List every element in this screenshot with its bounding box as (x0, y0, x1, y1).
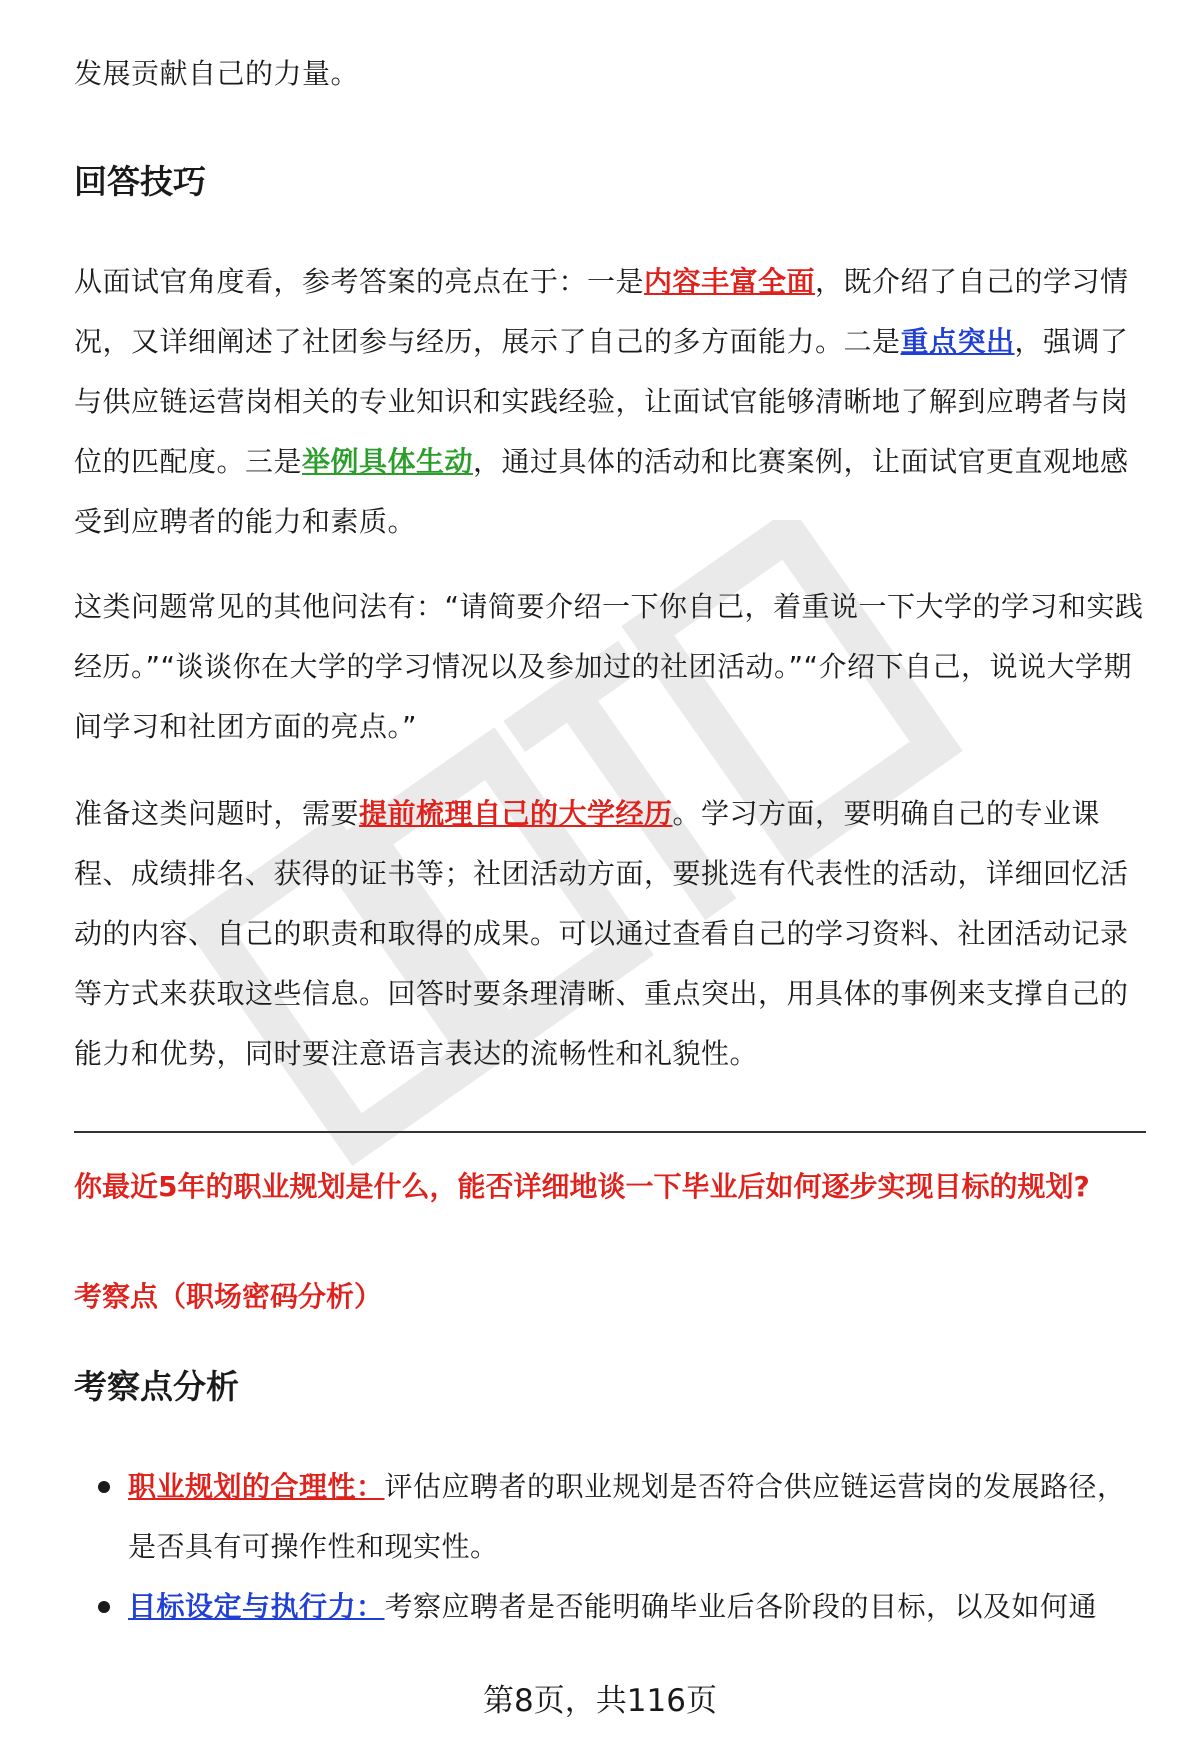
page-number: 第8页，共116页 (483, 1683, 717, 1719)
assessment-subheading: 考察点（职场密码分析） (74, 1280, 383, 1313)
para1-text-a: 从面试官角度看，参考答案的亮点在于：一是 (74, 265, 645, 298)
bullet-label: 职业规划的合理性： (128, 1470, 385, 1503)
bullet-label: 目标设定与执行力： (128, 1590, 385, 1623)
para1-text-c: ，强调了与供应链运营岗相关的专业知识和实践经验，让面试官能够清晰地了解到应聘者与岗位的匹配度。三是 (74, 325, 1129, 478)
tips-paragraph-1 (74, 252, 1146, 552)
bullet-icon (98, 1481, 110, 1493)
para3-text-b: 。学习方面，要明确自己的专业课程、成绩排名、获得的证书等；社团活动方面，要挑选有代表性的活动，详细回忆活动的内容、自己的职责和取得的成果。可以通过查看自己的学习资料、社团活动记录等方式来获取这些信息。回答时要条理清晰、重点突出，用具体的事例来支撑自己的能力和优势，同时要注意语言表达的流畅性和礼貌性。 (74, 797, 1129, 1070)
para1-text-b: ，既介绍了自己的学习情况，又详细阐述了社团参与经历，展示了自己的多方面能力。二是 (74, 265, 1129, 358)
para1-text-d: ，通过具体的活动和比赛案例，让面试官更直观地感受到应聘者的能力和素质。 (74, 445, 1129, 538)
bullet-icon (98, 1601, 110, 1613)
highlight-rich-content: 内容丰富全面 (644, 265, 816, 298)
highlight-focus: 重点突出 (900, 325, 1015, 358)
tips-paragraph-3 (74, 784, 1146, 1084)
continuation-text: 发展贡献自己的力量。 (74, 57, 360, 90)
bullet-text: 考察应聘者是否能明确毕业后各阶段的目标，以及如何通 (384, 1590, 1098, 1623)
tips-heading: 回答技巧 (74, 162, 206, 201)
bullet-text: 评估应聘者的职业规划是否符合供应链运营岗的发展路径，是否具有可操作性和现实性。 (128, 1470, 1126, 1563)
analysis-bullet-list (74, 1457, 1146, 1637)
list-item (74, 1457, 1146, 1577)
analysis-heading: 考察点分析 (74, 1367, 239, 1406)
para3-text-a: 准备这类问题时，需要 (74, 797, 360, 830)
question-title: 你最近5年的职业规划是什么，能否详细地谈一下毕业后如何逐步实现目标的规划? (74, 1170, 1090, 1203)
list-item (74, 1577, 1146, 1637)
highlight-review-experience: 提前梳理自己的大学经历 (359, 797, 673, 830)
section-divider (74, 1131, 1146, 1133)
tips-paragraph-2: 这类问题常见的其他问法有：“请简要介绍一下你自己，着重说一下大学的学习和实践经历。”“谈谈你在大学的学习情况以及参加过的社团活动。”“介绍下自己，说说大学期间学习和社团方面的亮点。” (74, 590, 1144, 743)
highlight-examples: 举例具体生动 (302, 445, 474, 478)
